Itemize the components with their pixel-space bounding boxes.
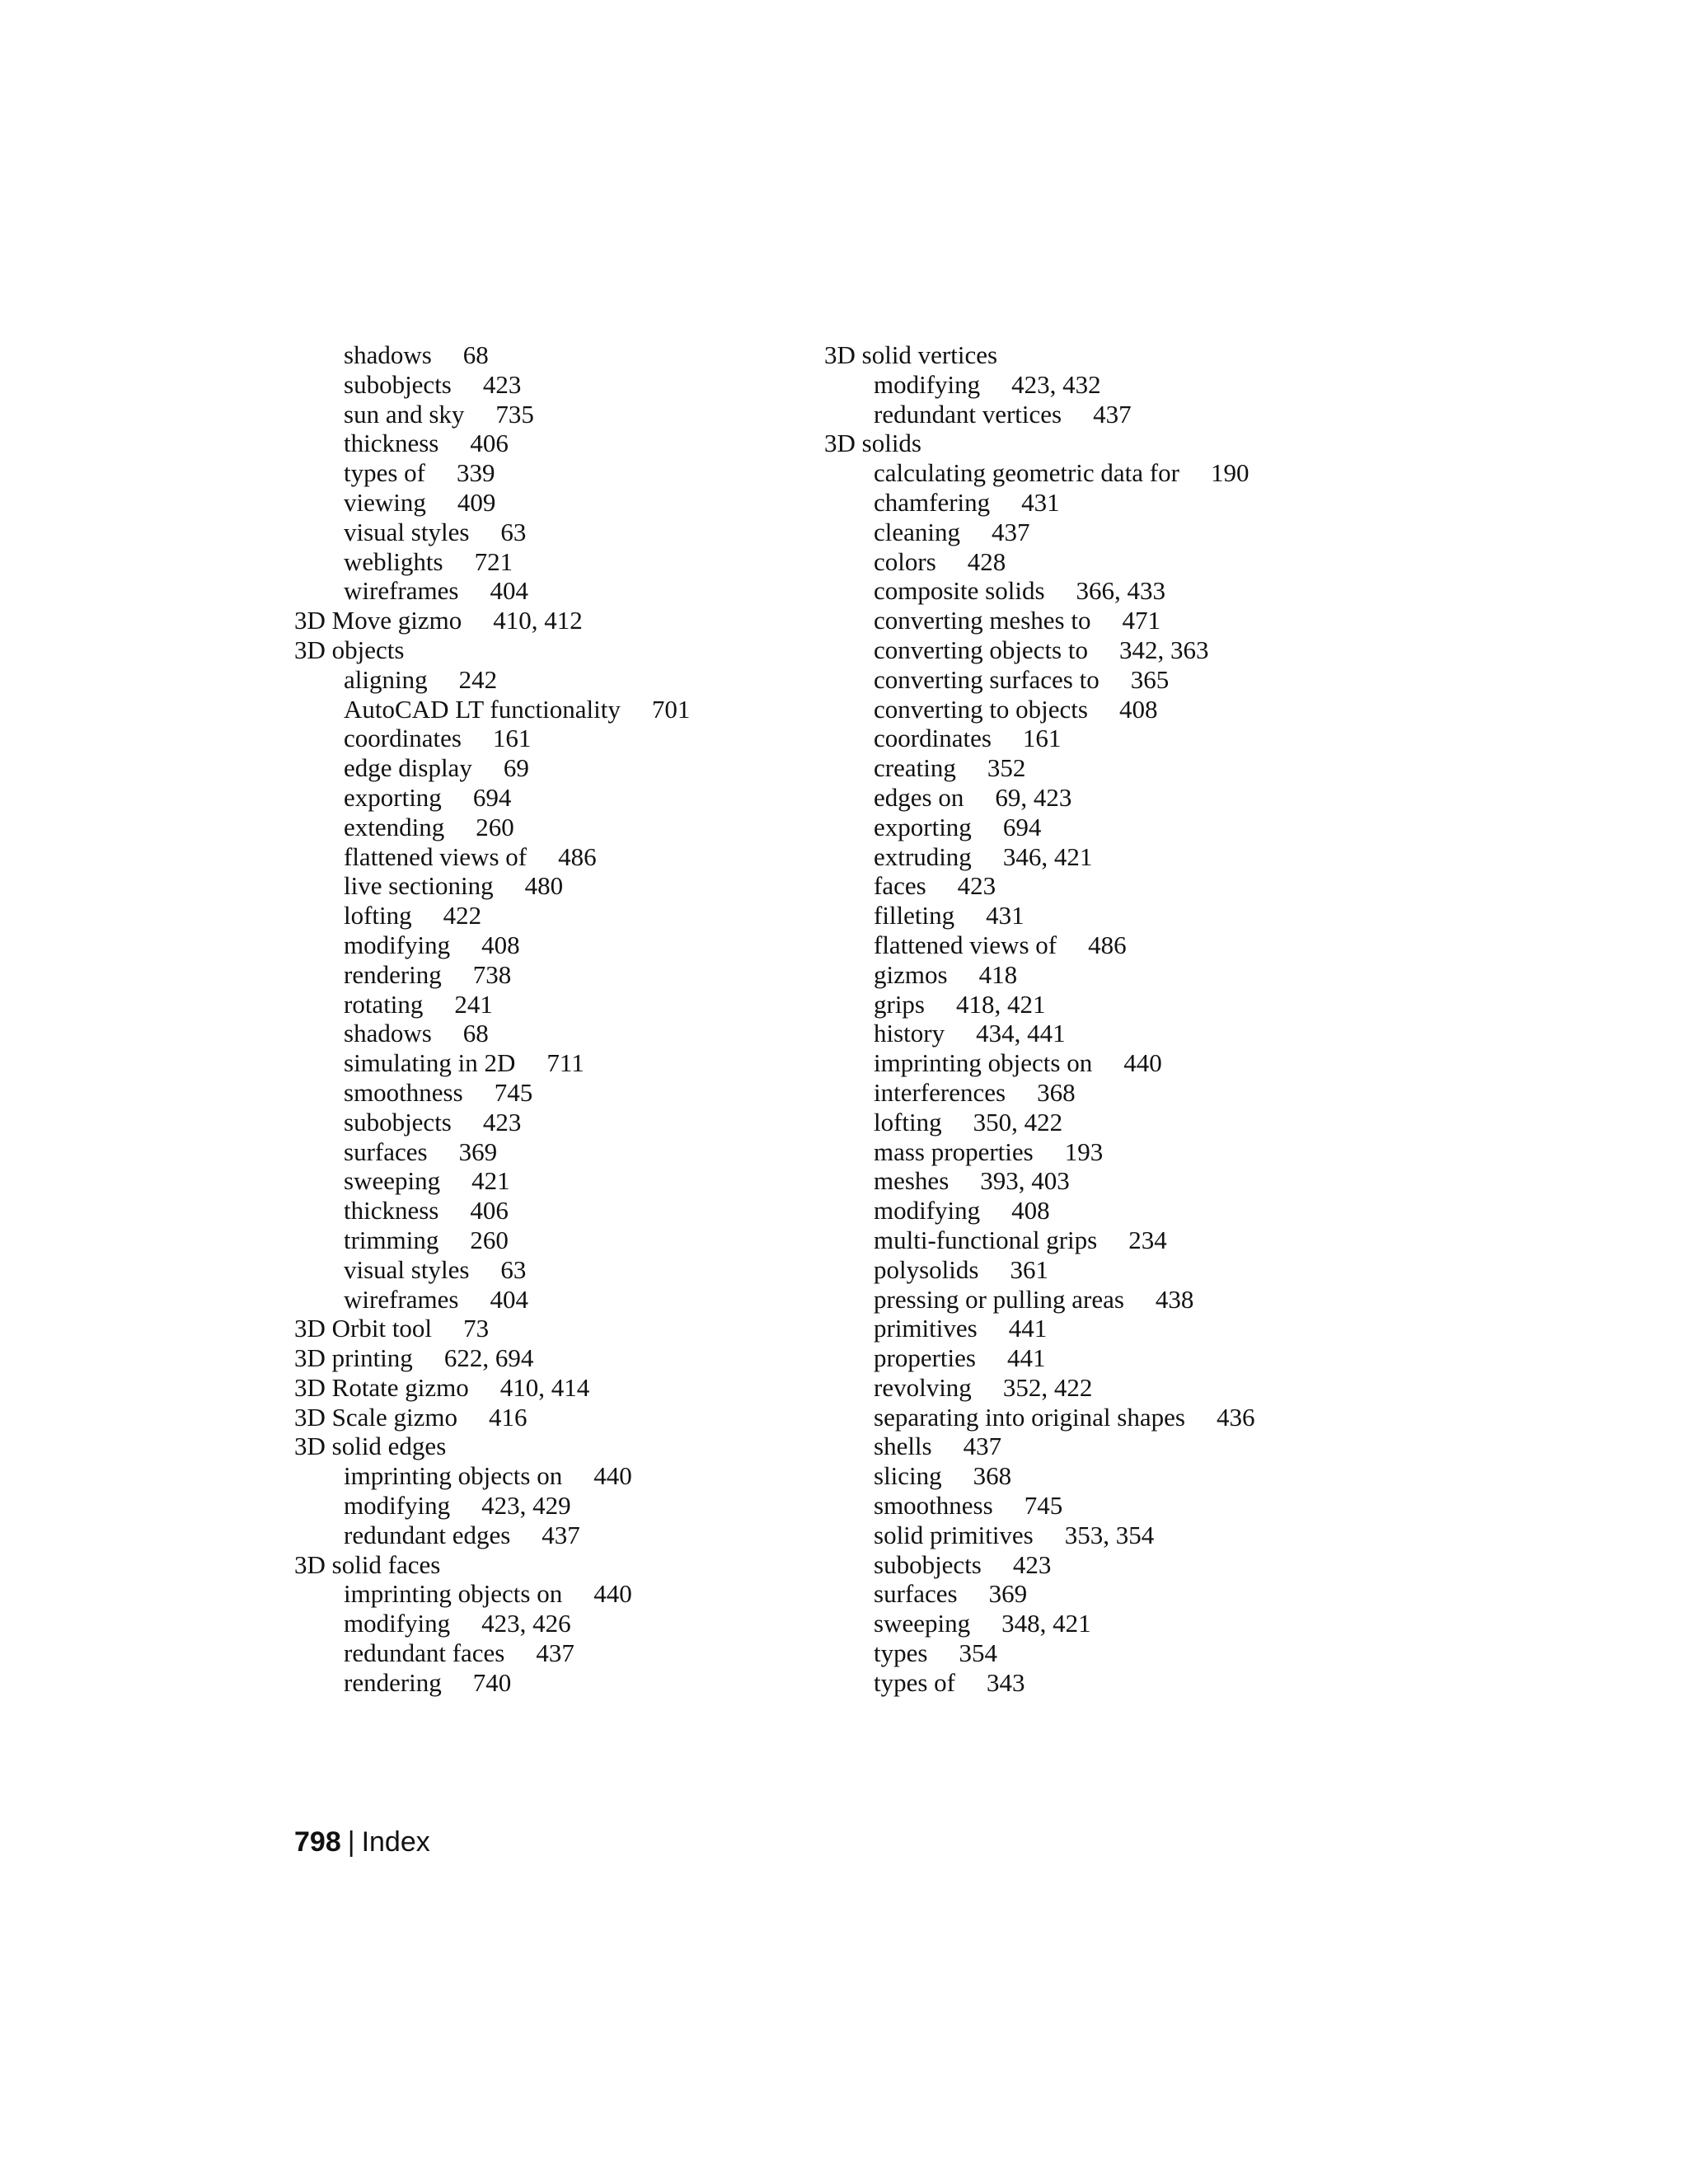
- index-subentry: [824, 665, 1615, 695]
- index-term: imprinting objects on: [874, 1048, 1093, 1078]
- index-page-refs: 63: [500, 1254, 527, 1284]
- index-term: thickness: [344, 429, 439, 458]
- index-subentry: [824, 1196, 1615, 1226]
- index-page-refs: 369: [458, 1137, 498, 1166]
- index-page-refs: 423, 432: [1011, 369, 1101, 399]
- index-page-refs: 440: [1123, 1048, 1162, 1078]
- index-page-refs: 416: [489, 1402, 528, 1432]
- index-subentry: [824, 1609, 1615, 1638]
- index-subentry: [824, 518, 1615, 547]
- index-term: cleaning: [874, 517, 961, 546]
- index-term: extending: [344, 812, 445, 841]
- index-subentry: [824, 871, 1615, 901]
- index-term: smoothness: [344, 1077, 463, 1107]
- index-term: trimming: [344, 1225, 439, 1254]
- index-term: AutoCAD LT functionality: [344, 694, 621, 724]
- index-page-refs: 69, 423: [995, 782, 1072, 812]
- index-page-refs: 745: [1024, 1491, 1063, 1521]
- index-term: live sectioning: [344, 871, 494, 901]
- index-page-refs: 193: [1064, 1137, 1104, 1166]
- index-term: modifying: [874, 369, 981, 399]
- index-page-refs: 735: [495, 399, 534, 429]
- index-term: converting meshes to: [874, 606, 1091, 635]
- index-subentry: [824, 1491, 1615, 1521]
- index-term: 3D solids: [824, 429, 921, 458]
- index-page-refs: 406: [470, 429, 509, 458]
- index-term: rotating: [344, 989, 424, 1019]
- index-page-refs: 350, 422: [973, 1107, 1063, 1137]
- index-page-refs: 190: [1210, 458, 1250, 488]
- index-page-refs: 69: [503, 753, 529, 783]
- index-term: converting to objects: [874, 694, 1088, 724]
- index-term: aligning: [344, 664, 428, 694]
- index-page-refs: 408: [1011, 1196, 1050, 1226]
- index-term: 3D Orbit tool: [294, 1314, 433, 1343]
- index-term: meshes: [874, 1166, 950, 1196]
- page-footer: [294, 1824, 430, 1860]
- index-term: subobjects: [344, 369, 452, 399]
- index-term: shells: [874, 1432, 932, 1461]
- index-page-refs: 260: [470, 1225, 509, 1254]
- index-page-refs: 423: [482, 369, 522, 399]
- index-page-refs: 368: [973, 1461, 1012, 1491]
- index-term: creating: [874, 753, 956, 783]
- index-column-right: [824, 340, 1615, 1698]
- index-term: shadows: [344, 1019, 432, 1048]
- index-term: filleting: [874, 901, 955, 930]
- index-term: shadows: [344, 340, 432, 369]
- index-page-refs: 408: [1119, 694, 1158, 724]
- index-subentry: [824, 1550, 1615, 1580]
- index-page-refs: 423: [957, 871, 996, 901]
- index-term: types of: [344, 458, 426, 488]
- index-term: flattened views of: [344, 841, 528, 871]
- index-subentry: [824, 1461, 1615, 1491]
- index-page-refs: 242: [458, 664, 498, 694]
- index-page-refs: 694: [1002, 812, 1042, 841]
- index-term: exporting: [874, 812, 972, 841]
- index-term: visual styles: [344, 1254, 470, 1284]
- index-term: types of: [874, 1667, 956, 1697]
- index-page-refs: 353, 354: [1064, 1520, 1155, 1549]
- index-subentry: [824, 547, 1615, 577]
- index-page-refs: 241: [454, 989, 493, 1019]
- index-page-refs: 161: [492, 724, 532, 753]
- index-term: faces: [874, 871, 926, 901]
- index-subentry: [824, 813, 1615, 842]
- index-term: polysolids: [874, 1254, 979, 1284]
- index-term: subobjects: [874, 1549, 982, 1579]
- index-term: flattened views of: [874, 930, 1057, 959]
- index-term: imprinting objects on: [344, 1579, 563, 1609]
- index-subentry: [824, 1285, 1615, 1315]
- index-term: redundant vertices: [874, 399, 1062, 429]
- index-term: interferences: [874, 1077, 1006, 1107]
- index-term: multi-functional grips: [874, 1225, 1098, 1254]
- index-page-refs: 352: [987, 753, 1026, 783]
- index-page-refs: 423, 429: [481, 1491, 571, 1521]
- index-term: rendering: [344, 1667, 442, 1697]
- index-subentry: [824, 1343, 1615, 1373]
- index-page-refs: 73: [463, 1314, 490, 1343]
- index-page-refs: 423: [482, 1107, 522, 1137]
- index-subentry: [824, 1108, 1615, 1137]
- index-term: edge display: [344, 753, 472, 783]
- index-term: redundant edges: [344, 1520, 511, 1549]
- index-subentry: [824, 370, 1615, 400]
- index-subentry: [824, 960, 1615, 990]
- index-page-refs: 404: [490, 576, 528, 606]
- index-term: colors: [874, 546, 936, 576]
- index-subentry: [824, 1255, 1615, 1285]
- index-page-refs: 701: [651, 694, 691, 724]
- index-term: 3D solid vertices: [824, 340, 998, 369]
- index-page-refs: 711: [546, 1048, 584, 1078]
- index-term: lofting: [874, 1107, 942, 1137]
- index-term: sun and sky: [344, 399, 465, 429]
- index-term: sweeping: [874, 1609, 971, 1638]
- index-subentry: [824, 1373, 1615, 1403]
- index-term: modifying: [344, 1609, 451, 1638]
- index-page-refs: 346, 421: [1002, 841, 1093, 871]
- index-term: types: [874, 1638, 928, 1668]
- index-term: calculating geometric data for: [874, 458, 1179, 488]
- index-page-refs: 431: [1021, 487, 1060, 517]
- index-term: weblights: [344, 546, 443, 576]
- index-term: subobjects: [344, 1107, 452, 1137]
- index-term: slicing: [874, 1461, 942, 1491]
- index-term: thickness: [344, 1196, 439, 1226]
- index-page-refs: 369: [988, 1579, 1028, 1609]
- index-term: chamfering: [874, 487, 991, 517]
- index-subentry: [824, 930, 1615, 960]
- index-term: 3D Scale gizmo: [294, 1402, 458, 1432]
- index-entry: [824, 429, 1615, 458]
- index-page-refs: 366, 433: [1076, 576, 1166, 606]
- index-term: converting objects to: [874, 635, 1088, 664]
- index-page-refs: 441: [1006, 1343, 1046, 1373]
- index-term: surfaces: [874, 1579, 958, 1609]
- index-page-refs: 393, 403: [980, 1166, 1070, 1196]
- index-page-refs: 431: [986, 901, 1025, 930]
- index-page-refs: 409: [457, 487, 496, 517]
- index-page-refs: 441: [1008, 1314, 1048, 1343]
- index-subentry: [824, 458, 1615, 488]
- index-page-refs: 437: [542, 1520, 580, 1549]
- index-subentry: [824, 1314, 1615, 1343]
- index-term: converting surfaces to: [874, 664, 1100, 694]
- index-page-refs: 354: [959, 1638, 997, 1668]
- index-page-refs: 694: [472, 782, 512, 812]
- index-term: mass properties: [874, 1137, 1034, 1166]
- index-page-refs: 352, 422: [1002, 1372, 1093, 1402]
- index-term: smoothness: [874, 1491, 993, 1521]
- index-term: 3D printing: [294, 1343, 413, 1373]
- index-term: visual styles: [344, 517, 470, 546]
- page-number: 798: [294, 1826, 341, 1858]
- index-page-refs: 410, 412: [493, 606, 583, 635]
- index-page-refs: 740: [472, 1667, 512, 1697]
- index-subentry: [824, 1019, 1615, 1048]
- index-page-refs: 480: [524, 871, 564, 901]
- index-subentry: [824, 1078, 1615, 1108]
- index-subentry: [824, 783, 1615, 813]
- index-entry: [824, 340, 1615, 370]
- index-term: 3D solid edges: [294, 1432, 447, 1461]
- index-page-refs: 437: [536, 1638, 574, 1668]
- index-page-refs: 486: [558, 841, 597, 871]
- index-term: history: [874, 1019, 945, 1048]
- index-subentry: [824, 1166, 1615, 1196]
- index-term: rendering: [344, 959, 442, 989]
- index-page-refs: 410, 414: [499, 1372, 590, 1402]
- index-term: extruding: [874, 841, 972, 871]
- index-page-refs: 422: [443, 901, 482, 930]
- index-term: primitives: [874, 1314, 978, 1343]
- index-term: properties: [874, 1343, 976, 1373]
- index-term: sweeping: [344, 1166, 441, 1196]
- index-subentry: [824, 753, 1615, 783]
- index-term: 3D solid faces: [294, 1549, 441, 1579]
- index-term: lofting: [344, 901, 412, 930]
- index-term: 3D Rotate gizmo: [294, 1372, 469, 1402]
- index-subentry: [824, 1403, 1615, 1432]
- index-subentry: [824, 635, 1615, 665]
- index-page-refs: 342, 363: [1119, 635, 1209, 664]
- index-subentry: [824, 901, 1615, 930]
- index-page-refs: 440: [593, 1579, 632, 1609]
- index-term: modifying: [344, 1491, 451, 1521]
- index-page-refs: 368: [1037, 1077, 1076, 1107]
- index-subentry: [824, 1432, 1615, 1461]
- index-page-refs: 745: [494, 1077, 533, 1107]
- index-term: surfaces: [344, 1137, 428, 1166]
- index-page-refs: 339: [457, 458, 495, 488]
- index-page-refs: 437: [992, 517, 1030, 546]
- index-subentry: [824, 1226, 1615, 1255]
- index-page-refs: 404: [490, 1284, 528, 1314]
- index-page-refs: 418: [978, 959, 1018, 989]
- index-subentry: [824, 1137, 1615, 1167]
- index-page-refs: 365: [1130, 664, 1170, 694]
- index-term: simulating in 2D: [344, 1048, 516, 1078]
- footer-section-title: Index: [361, 1826, 430, 1858]
- index-subentry: [824, 724, 1615, 753]
- index-page-refs: 68: [462, 1019, 489, 1048]
- index-term: coordinates: [344, 724, 462, 753]
- index-term: imprinting objects on: [344, 1461, 563, 1491]
- index-page-refs: 63: [500, 517, 527, 546]
- footer-separator: |: [347, 1826, 355, 1858]
- index-page-refs: 421: [471, 1166, 510, 1196]
- index-subentry: [824, 1668, 1615, 1698]
- index-page-refs: 68: [462, 340, 489, 369]
- index-page-refs: 348, 421: [1001, 1609, 1091, 1638]
- index-term: exporting: [344, 782, 442, 812]
- index-page-refs: 423: [1012, 1549, 1052, 1579]
- index-page-refs: 437: [963, 1432, 1002, 1461]
- index-term: redundant faces: [344, 1638, 505, 1668]
- index-subentry: [824, 606, 1615, 635]
- index-page-refs: 436: [1216, 1402, 1255, 1432]
- index-page-refs: 434, 441: [976, 1019, 1066, 1048]
- index-page-refs: 428: [967, 546, 1006, 576]
- index-subentry: [824, 1048, 1615, 1078]
- index-term: modifying: [344, 930, 451, 959]
- index-subentry: [824, 400, 1615, 429]
- index-page-refs: 738: [472, 959, 512, 989]
- index-term: solid primitives: [874, 1520, 1034, 1549]
- index-page-refs: 161: [1022, 724, 1062, 753]
- index-page-refs: 406: [470, 1196, 509, 1226]
- index-page-refs: 486: [1088, 930, 1127, 959]
- index-term: edges on: [874, 782, 964, 812]
- index-term: gizmos: [874, 959, 948, 989]
- index-page-refs: 440: [593, 1461, 632, 1491]
- index-term: composite solids: [874, 576, 1045, 606]
- index-page-refs: 361: [1010, 1254, 1048, 1284]
- index-subentry: [824, 1579, 1615, 1609]
- index-page-refs: 260: [476, 812, 514, 841]
- index-subentry: [824, 1521, 1615, 1550]
- index-page-refs: 437: [1093, 399, 1132, 429]
- index-page-refs: 423, 426: [481, 1609, 571, 1638]
- index-subentry: [824, 695, 1615, 724]
- index-term: coordinates: [874, 724, 992, 753]
- index-subentry: [824, 990, 1615, 1019]
- index-page-refs: 234: [1128, 1225, 1167, 1254]
- index-page-refs: 721: [474, 546, 513, 576]
- index-term: wireframes: [344, 576, 459, 606]
- index-term: grips: [874, 989, 925, 1019]
- index-page-refs: 408: [481, 930, 520, 959]
- index-page-refs: 438: [1155, 1284, 1194, 1314]
- index-subentry: [824, 576, 1615, 606]
- index-term: 3D Move gizmo: [294, 606, 462, 635]
- index-subentry: [824, 842, 1615, 872]
- index-subentry: [824, 488, 1615, 518]
- index-page-refs: 471: [1122, 606, 1160, 635]
- index-term: viewing: [344, 487, 426, 517]
- index-term: separating into original shapes: [874, 1402, 1185, 1432]
- index-term: revolving: [874, 1372, 972, 1402]
- index-term: modifying: [874, 1196, 981, 1226]
- index-term: 3D objects: [294, 635, 405, 664]
- index-page-refs: 622, 694: [443, 1343, 534, 1373]
- index-page-refs: 343: [987, 1667, 1025, 1697]
- index-subentry: [824, 1638, 1615, 1668]
- index-page-refs: 418, 421: [956, 989, 1046, 1019]
- index-term: wireframes: [344, 1284, 459, 1314]
- index-term: pressing or pulling areas: [874, 1284, 1124, 1314]
